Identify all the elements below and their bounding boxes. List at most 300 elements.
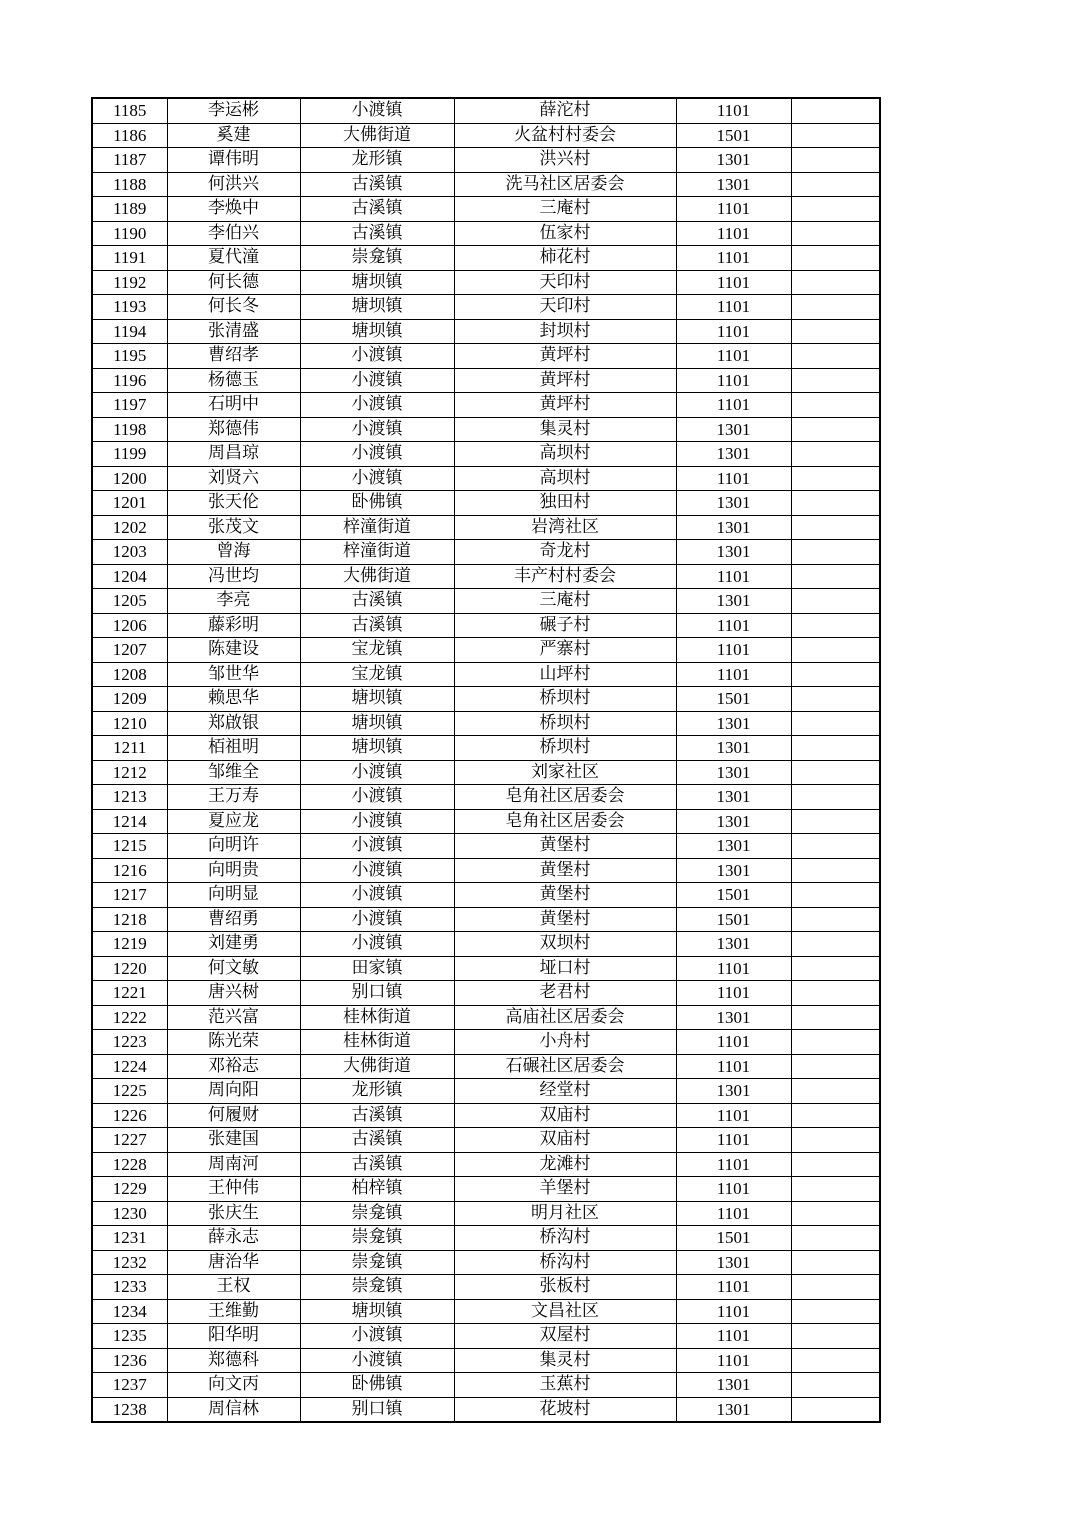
cell-name: 夏代潼 [167, 246, 300, 271]
cell-code: 1301 [676, 1373, 791, 1398]
cell-village: 黄堡村 [454, 907, 676, 932]
cell-code: 1301 [676, 1250, 791, 1275]
cell-town: 小渡镇 [300, 1324, 454, 1349]
cell-village: 经堂村 [454, 1079, 676, 1104]
cell-index: 1205 [92, 589, 167, 614]
cell-code: 1101 [676, 368, 791, 393]
cell-village: 黄堡村 [454, 858, 676, 883]
cell-index: 1195 [92, 344, 167, 369]
cell-name: 王维勤 [167, 1299, 300, 1324]
cell-name: 张清盛 [167, 319, 300, 344]
cell-village: 黄坪村 [454, 393, 676, 418]
cell-village: 玉蕉村 [454, 1373, 676, 1398]
cell-name: 张茂文 [167, 515, 300, 540]
cell-village: 柿花村 [454, 246, 676, 271]
cell-code: 1101 [676, 613, 791, 638]
cell-name: 李伯兴 [167, 221, 300, 246]
table-row [92, 1079, 880, 1104]
cell-note [791, 197, 880, 222]
cell-town: 古溪镇 [300, 197, 454, 222]
table-row [92, 760, 880, 785]
cell-name: 向明显 [167, 883, 300, 908]
cell-town: 卧佛镇 [300, 1373, 454, 1398]
cell-code: 1301 [676, 736, 791, 761]
cell-index: 1236 [92, 1348, 167, 1373]
cell-name: 向明贵 [167, 858, 300, 883]
cell-note [791, 491, 880, 516]
cell-town: 田家镇 [300, 956, 454, 981]
cell-town: 宝龙镇 [300, 662, 454, 687]
cell-town: 龙形镇 [300, 1079, 454, 1104]
cell-index: 1198 [92, 417, 167, 442]
cell-code: 1301 [676, 785, 791, 810]
cell-village: 小舟村 [454, 1030, 676, 1055]
table-row [92, 319, 880, 344]
cell-town: 塘坝镇 [300, 711, 454, 736]
cell-town: 古溪镇 [300, 1103, 454, 1128]
cell-village: 洪兴村 [454, 148, 676, 173]
cell-name: 夏应龙 [167, 809, 300, 834]
table-row [92, 1103, 880, 1128]
cell-index: 1219 [92, 932, 167, 957]
table-row [92, 589, 880, 614]
cell-name: 郑德科 [167, 1348, 300, 1373]
cell-index: 1210 [92, 711, 167, 736]
cell-code: 1101 [676, 466, 791, 491]
table-row [92, 1005, 880, 1030]
cell-village: 薛沱村 [454, 98, 676, 123]
cell-village: 天印村 [454, 295, 676, 320]
cell-village: 黄堡村 [454, 834, 676, 859]
table-row [92, 466, 880, 491]
cell-code: 1101 [676, 295, 791, 320]
cell-code: 1101 [676, 1030, 791, 1055]
cell-note [791, 1373, 880, 1398]
cell-town: 小渡镇 [300, 932, 454, 957]
cell-code: 1101 [676, 344, 791, 369]
table-row [92, 1397, 880, 1422]
cell-note [791, 1005, 880, 1030]
cell-index: 1191 [92, 246, 167, 271]
cell-note [791, 221, 880, 246]
cell-village: 集灵村 [454, 417, 676, 442]
cell-code: 1101 [676, 319, 791, 344]
cell-town: 塘坝镇 [300, 295, 454, 320]
cell-code: 1101 [676, 1324, 791, 1349]
cell-note [791, 662, 880, 687]
cell-town: 小渡镇 [300, 883, 454, 908]
cell-index: 1214 [92, 809, 167, 834]
cell-index: 1215 [92, 834, 167, 859]
table-row [92, 662, 880, 687]
cell-note [791, 368, 880, 393]
cell-town: 崇龛镇 [300, 1226, 454, 1251]
cell-note [791, 172, 880, 197]
cell-index: 1189 [92, 197, 167, 222]
cell-index: 1222 [92, 1005, 167, 1030]
cell-village: 石碾社区居委会 [454, 1054, 676, 1079]
cell-code: 1101 [676, 1054, 791, 1079]
cell-note [791, 515, 880, 540]
cell-code: 1101 [676, 1177, 791, 1202]
cell-note [791, 1201, 880, 1226]
cell-village: 明月社区 [454, 1201, 676, 1226]
cell-index: 1212 [92, 760, 167, 785]
table-row [92, 1348, 880, 1373]
cell-town: 小渡镇 [300, 858, 454, 883]
cell-note [791, 785, 880, 810]
cell-name: 谭伟明 [167, 148, 300, 173]
cell-name: 何长德 [167, 270, 300, 295]
cell-name: 周昌琼 [167, 442, 300, 467]
cell-town: 小渡镇 [300, 442, 454, 467]
cell-code: 1101 [676, 1128, 791, 1153]
cell-village: 桥坝村 [454, 711, 676, 736]
cell-village: 垭口村 [454, 956, 676, 981]
cell-note [791, 1128, 880, 1153]
cell-index: 1213 [92, 785, 167, 810]
cell-village: 黄坪村 [454, 344, 676, 369]
cell-code: 1501 [676, 907, 791, 932]
cell-index: 1211 [92, 736, 167, 761]
cell-town: 别口镇 [300, 981, 454, 1006]
table-row [92, 123, 880, 148]
cell-name: 石明中 [167, 393, 300, 418]
cell-name: 杨德玉 [167, 368, 300, 393]
cell-name: 阳华明 [167, 1324, 300, 1349]
table-row [92, 785, 880, 810]
cell-town: 大佛街道 [300, 564, 454, 589]
cell-village: 三庵村 [454, 197, 676, 222]
cell-index: 1201 [92, 491, 167, 516]
cell-village: 高坝村 [454, 442, 676, 467]
table-row [92, 540, 880, 565]
table-row [92, 515, 880, 540]
table-row [92, 221, 880, 246]
cell-town: 龙形镇 [300, 148, 454, 173]
cell-village: 桥沟村 [454, 1226, 676, 1251]
cell-note [791, 638, 880, 663]
cell-note [791, 1054, 880, 1079]
cell-town: 古溪镇 [300, 589, 454, 614]
cell-name: 曹绍勇 [167, 907, 300, 932]
cell-town: 柏梓镇 [300, 1177, 454, 1202]
cell-note [791, 148, 880, 173]
cell-name: 藤彩明 [167, 613, 300, 638]
cell-town: 小渡镇 [300, 760, 454, 785]
cell-index: 1235 [92, 1324, 167, 1349]
cell-note [791, 589, 880, 614]
cell-code: 1101 [676, 956, 791, 981]
cell-village: 桥坝村 [454, 736, 676, 761]
cell-town: 塘坝镇 [300, 736, 454, 761]
cell-village: 高庙社区居委会 [454, 1005, 676, 1030]
cell-code: 1101 [676, 564, 791, 589]
cell-index: 1188 [92, 172, 167, 197]
cell-code: 1101 [676, 981, 791, 1006]
cell-town: 别口镇 [300, 1397, 454, 1422]
cell-note [791, 956, 880, 981]
cell-note [791, 613, 880, 638]
cell-name: 陈建设 [167, 638, 300, 663]
cell-note [791, 687, 880, 712]
cell-name: 王仲伟 [167, 1177, 300, 1202]
cell-index: 1238 [92, 1397, 167, 1422]
cell-town: 崇龛镇 [300, 1275, 454, 1300]
cell-note [791, 883, 880, 908]
cell-code: 1101 [676, 1152, 791, 1177]
table-row [92, 1226, 880, 1251]
cell-name: 何长冬 [167, 295, 300, 320]
cell-index: 1233 [92, 1275, 167, 1300]
cell-index: 1217 [92, 883, 167, 908]
cell-code: 1301 [676, 442, 791, 467]
table-row [92, 638, 880, 663]
cell-index: 1206 [92, 613, 167, 638]
table-row [92, 197, 880, 222]
cell-village: 丰产村村委会 [454, 564, 676, 589]
cell-town: 小渡镇 [300, 368, 454, 393]
cell-code: 1101 [676, 393, 791, 418]
cell-name: 奚建 [167, 123, 300, 148]
table-row [92, 1152, 880, 1177]
table-row [92, 1324, 880, 1349]
cell-name: 邹维全 [167, 760, 300, 785]
cell-index: 1204 [92, 564, 167, 589]
cell-name: 何履财 [167, 1103, 300, 1128]
cell-note [791, 1299, 880, 1324]
table-row [92, 687, 880, 712]
cell-village: 独田村 [454, 491, 676, 516]
table-row [92, 1275, 880, 1300]
cell-note [791, 344, 880, 369]
cell-name: 范兴富 [167, 1005, 300, 1030]
cell-index: 1223 [92, 1030, 167, 1055]
cell-town: 小渡镇 [300, 98, 454, 123]
cell-name: 唐治华 [167, 1250, 300, 1275]
cell-village: 桥沟村 [454, 1250, 676, 1275]
cell-name: 刘贤六 [167, 466, 300, 491]
cell-town: 卧佛镇 [300, 491, 454, 516]
cell-note [791, 319, 880, 344]
cell-town: 古溪镇 [300, 1152, 454, 1177]
table-row [92, 858, 880, 883]
cell-town: 塘坝镇 [300, 687, 454, 712]
cell-town: 小渡镇 [300, 785, 454, 810]
cell-name: 李亮 [167, 589, 300, 614]
cell-code: 1101 [676, 1348, 791, 1373]
cell-index: 1226 [92, 1103, 167, 1128]
table-row [92, 1177, 880, 1202]
table-row [92, 1250, 880, 1275]
cell-town: 桂林街道 [300, 1030, 454, 1055]
cell-town: 小渡镇 [300, 417, 454, 442]
cell-village: 张板村 [454, 1275, 676, 1300]
cell-note [791, 1103, 880, 1128]
cell-index: 1192 [92, 270, 167, 295]
table-row [92, 907, 880, 932]
cell-index: 1218 [92, 907, 167, 932]
cell-village: 桥坝村 [454, 687, 676, 712]
cell-town: 小渡镇 [300, 809, 454, 834]
cell-name: 郑德伟 [167, 417, 300, 442]
cell-code: 1101 [676, 98, 791, 123]
cell-code: 1101 [676, 1201, 791, 1226]
cell-code: 1301 [676, 760, 791, 785]
table-row [92, 883, 880, 908]
cell-note [791, 1152, 880, 1177]
table-row [92, 932, 880, 957]
cell-index: 1196 [92, 368, 167, 393]
cell-village: 文昌社区 [454, 1299, 676, 1324]
cell-village: 双屋村 [454, 1324, 676, 1349]
cell-town: 大佛街道 [300, 1054, 454, 1079]
cell-village: 刘家社区 [454, 760, 676, 785]
cell-index: 1221 [92, 981, 167, 1006]
cell-index: 1202 [92, 515, 167, 540]
cell-village: 严寨村 [454, 638, 676, 663]
cell-town: 古溪镇 [300, 221, 454, 246]
cell-name: 薛永志 [167, 1226, 300, 1251]
table-row [92, 564, 880, 589]
cell-index: 1229 [92, 1177, 167, 1202]
cell-village: 碾子村 [454, 613, 676, 638]
cell-village: 双坝村 [454, 932, 676, 957]
cell-name: 赖思华 [167, 687, 300, 712]
cell-note [791, 1348, 880, 1373]
cell-code: 1501 [676, 1226, 791, 1251]
cell-village: 羊堡村 [454, 1177, 676, 1202]
cell-code: 1301 [676, 491, 791, 516]
cell-town: 小渡镇 [300, 466, 454, 491]
cell-town: 桂林街道 [300, 1005, 454, 1030]
cell-code: 1301 [676, 834, 791, 859]
cell-name: 栢祖明 [167, 736, 300, 761]
table-row [92, 442, 880, 467]
cell-code: 1301 [676, 148, 791, 173]
cell-index: 1203 [92, 540, 167, 565]
cell-code: 1501 [676, 123, 791, 148]
table-row [92, 1030, 880, 1055]
cell-name: 陈光荣 [167, 1030, 300, 1055]
cell-index: 1199 [92, 442, 167, 467]
table-row [92, 956, 880, 981]
cell-note [791, 932, 880, 957]
cell-code: 1301 [676, 515, 791, 540]
cell-name: 周信林 [167, 1397, 300, 1422]
cell-village: 皂角社区居委会 [454, 809, 676, 834]
cell-town: 崇龛镇 [300, 1201, 454, 1226]
cell-note [791, 417, 880, 442]
cell-village: 天印村 [454, 270, 676, 295]
cell-index: 1234 [92, 1299, 167, 1324]
table-row [92, 246, 880, 271]
cell-village: 岩湾社区 [454, 515, 676, 540]
cell-index: 1230 [92, 1201, 167, 1226]
cell-code: 1301 [676, 711, 791, 736]
table-row [92, 344, 880, 369]
cell-index: 1225 [92, 1079, 167, 1104]
cell-name: 刘建勇 [167, 932, 300, 957]
cell-note [791, 907, 880, 932]
cell-index: 1190 [92, 221, 167, 246]
cell-code: 1101 [676, 270, 791, 295]
table-row [92, 981, 880, 1006]
cell-index: 1209 [92, 687, 167, 712]
table-row [92, 809, 880, 834]
cell-town: 宝龙镇 [300, 638, 454, 663]
cell-code: 1501 [676, 687, 791, 712]
cell-index: 1216 [92, 858, 167, 883]
cell-note [791, 1324, 880, 1349]
cell-note [791, 1030, 880, 1055]
cell-code: 1301 [676, 809, 791, 834]
cell-code: 1101 [676, 662, 791, 687]
cell-name: 何文敏 [167, 956, 300, 981]
cell-code: 1101 [676, 221, 791, 246]
table-row [92, 148, 880, 173]
cell-code: 1101 [676, 1299, 791, 1324]
cell-village: 洗马社区居委会 [454, 172, 676, 197]
cell-village: 龙滩村 [454, 1152, 676, 1177]
cell-code: 1101 [676, 197, 791, 222]
cell-name: 李运彬 [167, 98, 300, 123]
cell-name: 周南河 [167, 1152, 300, 1177]
cell-code: 1101 [676, 1275, 791, 1300]
cell-town: 小渡镇 [300, 907, 454, 932]
cell-code: 1301 [676, 858, 791, 883]
cell-index: 1208 [92, 662, 167, 687]
cell-village: 花坡村 [454, 1397, 676, 1422]
cell-town: 小渡镇 [300, 344, 454, 369]
cell-village: 封坝村 [454, 319, 676, 344]
cell-town: 梓潼街道 [300, 540, 454, 565]
table-row [92, 1299, 880, 1324]
cell-village: 皂角社区居委会 [454, 785, 676, 810]
cell-code: 1101 [676, 246, 791, 271]
table-row [92, 270, 880, 295]
cell-name: 邹世华 [167, 662, 300, 687]
cell-town: 塘坝镇 [300, 270, 454, 295]
table-row [92, 98, 880, 123]
cell-code: 1301 [676, 1079, 791, 1104]
cell-village: 双庙村 [454, 1128, 676, 1153]
cell-note [791, 270, 880, 295]
table-row [92, 295, 880, 320]
cell-index: 1186 [92, 123, 167, 148]
cell-index: 1200 [92, 466, 167, 491]
cell-note [791, 123, 880, 148]
cell-town: 古溪镇 [300, 613, 454, 638]
cell-town: 塘坝镇 [300, 319, 454, 344]
cell-name: 王权 [167, 1275, 300, 1300]
cell-code: 1301 [676, 172, 791, 197]
cell-code: 1301 [676, 1005, 791, 1030]
cell-index: 1237 [92, 1373, 167, 1398]
cell-village: 火盆村村委会 [454, 123, 676, 148]
cell-name: 李焕中 [167, 197, 300, 222]
cell-index: 1231 [92, 1226, 167, 1251]
cell-note [791, 981, 880, 1006]
cell-name: 张庆生 [167, 1201, 300, 1226]
cell-note [791, 442, 880, 467]
table-row [92, 368, 880, 393]
cell-note [791, 1079, 880, 1104]
cell-town: 崇龛镇 [300, 1250, 454, 1275]
cell-index: 1228 [92, 1152, 167, 1177]
cell-note [791, 760, 880, 785]
cell-name: 张天伦 [167, 491, 300, 516]
